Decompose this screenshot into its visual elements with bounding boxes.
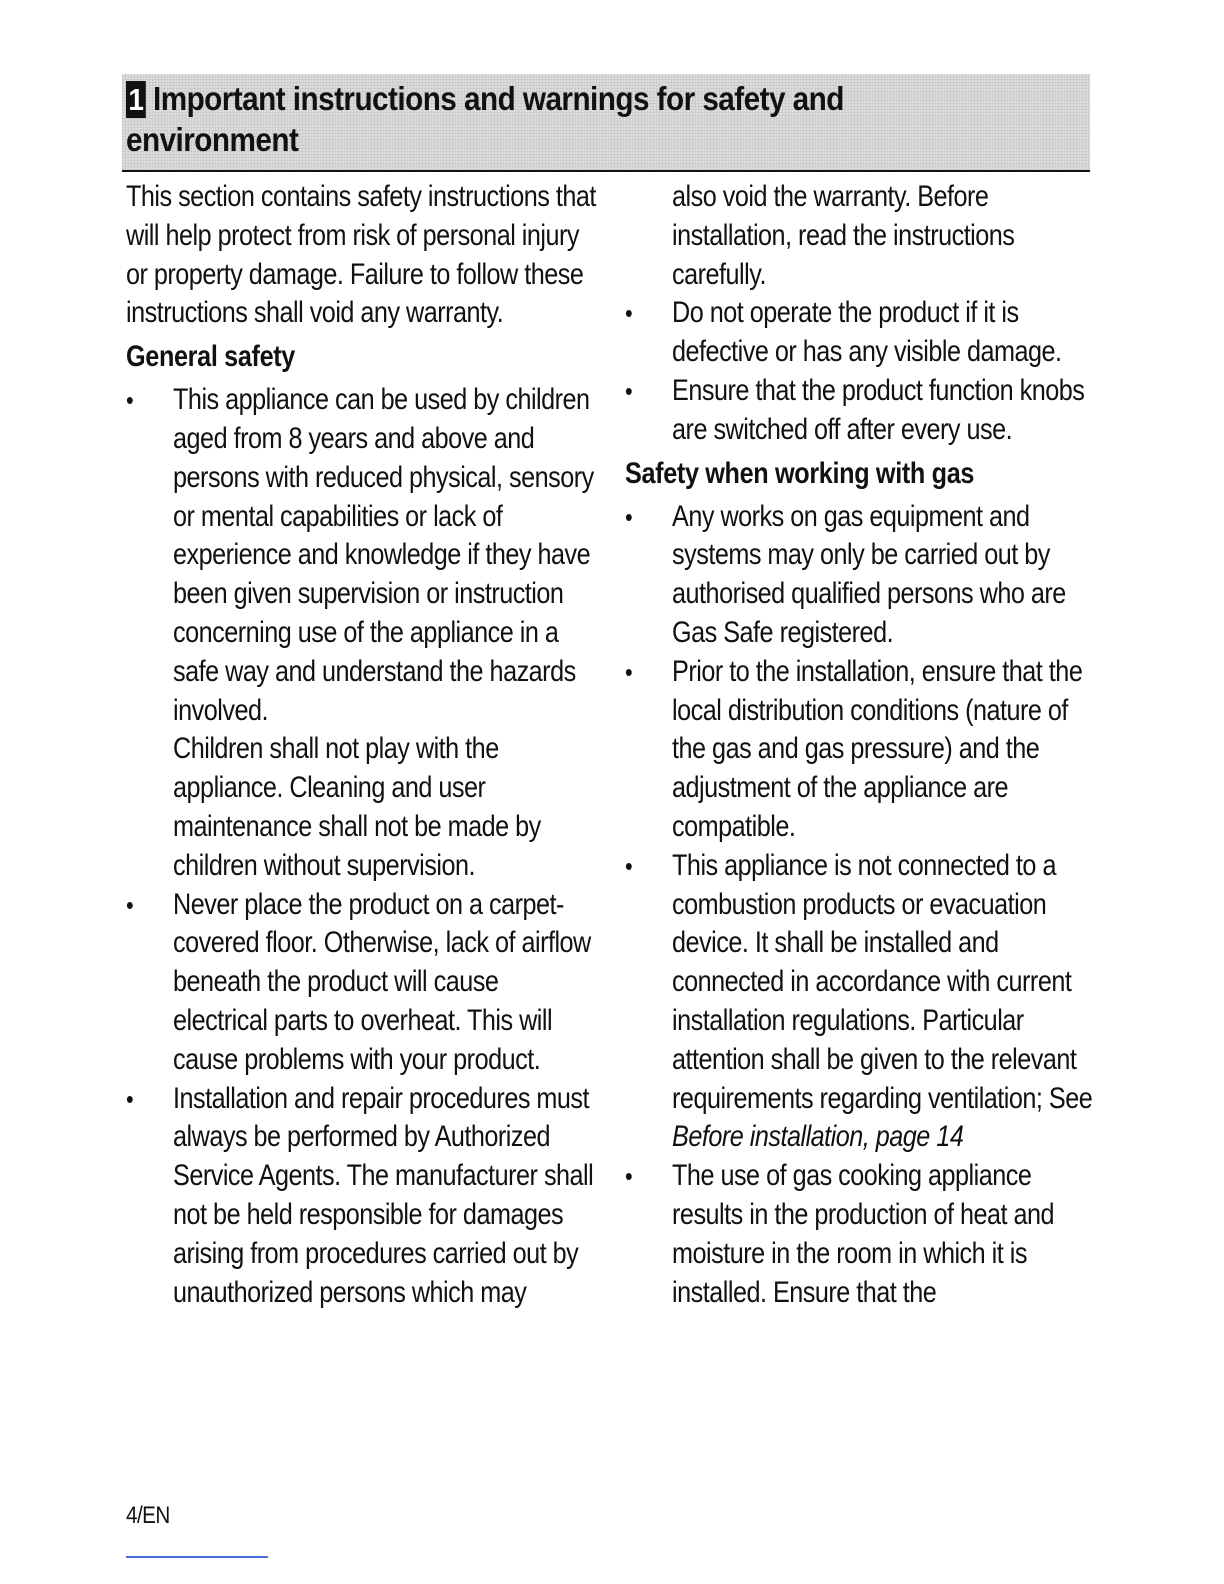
list-item bbox=[625, 294, 1095, 372]
continued-paragraph: also void the warranty. Before installation, read the instructions carefully. bbox=[672, 180, 1015, 291]
bullet-icon: • bbox=[625, 850, 633, 881]
gas-safety-list bbox=[625, 498, 1095, 1313]
footer-divider bbox=[126, 1556, 268, 1558]
general-safety-list-continued bbox=[625, 294, 1095, 449]
list-item bbox=[625, 372, 1095, 450]
list-item bbox=[625, 847, 1095, 1157]
general-safety-list bbox=[126, 381, 596, 1312]
list-item-text: Do not operate the product if it is defective or has any visible damage. bbox=[672, 296, 1062, 369]
list-item-text: Never place the product on a carpet-covered floor. Otherwise, lack of airflow beneath the product will cause electrical parts to overheat. This will cause problems with your product. bbox=[173, 887, 591, 1076]
list-item-text: Installation and repair procedures must always be performed by Authorized Service Agents. The manufacturer shall not be held responsible for damages arising from procedures carried out by unauthorized persons which may bbox=[173, 1081, 594, 1309]
list-item bbox=[625, 498, 1095, 653]
section-header bbox=[122, 74, 1090, 172]
list-item bbox=[625, 1157, 1095, 1312]
list-item-text: Prior to the installation, ensure that the local distribution conditions (nature of the gas and gas pressure) and the adjustment of the appliance are compatible. bbox=[672, 654, 1083, 843]
bullet-icon: • bbox=[126, 889, 134, 920]
section-title-line1: Important instructions and warnings for safety and bbox=[153, 80, 844, 117]
list-item-text: Ensure that the product function knobs are switched off after every use. bbox=[672, 373, 1085, 446]
list-item-text-continued: Children shall not play with the appliance. Cleaning and user maintenance shall not be made by children without supervision. bbox=[173, 732, 541, 882]
section-number-badge: 1 bbox=[126, 81, 146, 118]
section-title bbox=[126, 78, 846, 160]
section-title-line2: environment bbox=[126, 121, 299, 158]
list-item-text: Any works on gas equipment and systems may only be carried out by authorised qualified persons who are Gas Safe registered. bbox=[672, 499, 1066, 649]
bullet-icon: • bbox=[126, 1083, 134, 1114]
intro-paragraph: This section contains safety instructions that will help protect from risk of personal injury or property damage. Failure to follow these instructions shall void any warranty. bbox=[126, 180, 596, 330]
general-safety-heading: General safety bbox=[126, 340, 295, 374]
bullet-icon: • bbox=[625, 298, 633, 329]
list-item-text: This appliance can be used by children aged from 8 years and above and persons with reduced physical, sensory or mental capabilities or lack of experience and knowledge if they have been given supervision or instruction concerning use of the appliance in a safe way and understand the hazards involved. bbox=[173, 383, 594, 727]
bullet-icon: • bbox=[625, 501, 633, 532]
gas-safety-heading: Safety when working with gas bbox=[625, 456, 975, 490]
list-item-text: The use of gas cooking appliance results in the production of heat and moisture in the room in which it is installed. Ensure that the bbox=[672, 1159, 1055, 1309]
list-item bbox=[126, 886, 596, 1080]
right-column bbox=[625, 178, 1095, 1312]
page-number: 4/EN bbox=[126, 1502, 170, 1529]
page-reference: Before installation, page 14 bbox=[672, 1120, 964, 1154]
bullet-icon: • bbox=[126, 385, 134, 416]
list-item bbox=[126, 381, 596, 885]
list-item bbox=[625, 653, 1095, 847]
left-column bbox=[126, 178, 596, 1312]
list-item-text: This appliance is not connected to a combustion products or evacuation device. It shall be installed and connected in accordance with current installation regulations. Particular attention shall be given to the relevant requirements regarding ventilation; See bbox=[672, 848, 1093, 1115]
bullet-icon: • bbox=[625, 656, 633, 687]
bullet-icon: • bbox=[625, 1161, 633, 1192]
list-item bbox=[126, 1080, 596, 1313]
bullet-icon: • bbox=[625, 375, 633, 406]
